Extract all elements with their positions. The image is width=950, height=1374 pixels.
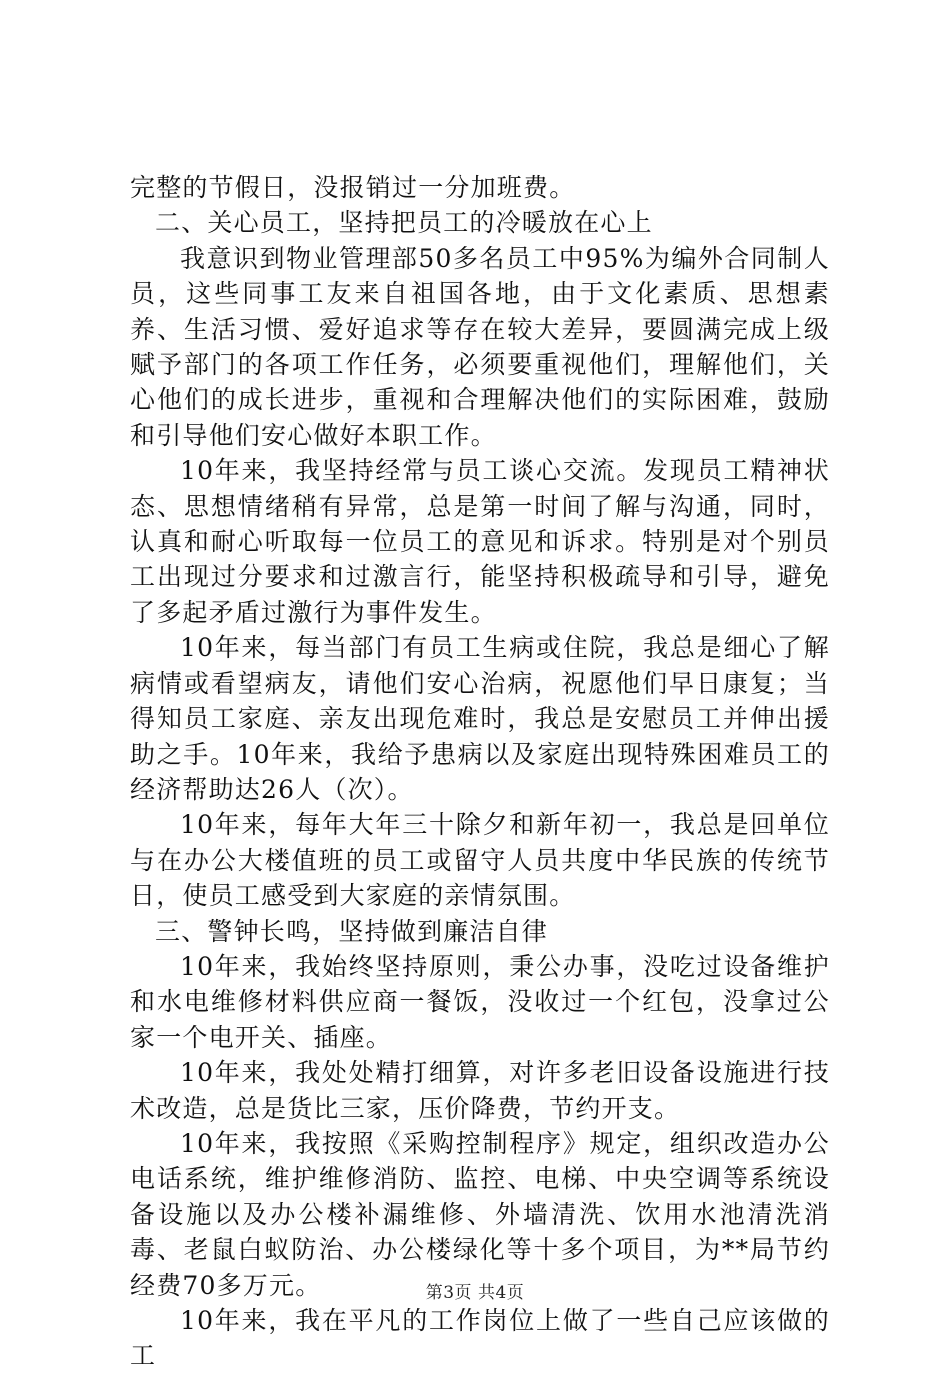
paragraph: 我意识到物业管理部50多名员工中95%为编外合同制人员，这些同事工友来自祖国各地，由于文化素质、思想素养、生活习惯、爱好追求等存在较大差异，要圆满完成上级赋予部门的各项工作任务，必须要重视他们，理解他们，关心他们的成长进步，重视和合理解决他们的实际困难，鼓励和引导他们安心做好本职工作。 xyxy=(130,243,830,450)
paragraph: 10年来，每年大年三十除夕和新年初一，我总是回单位与在办公大楼值班的员工或留守人员共度中华民族的传统节日，使员工感受到大家庭的亲情氛围。 xyxy=(130,810,830,911)
paragraph: 10年来，我按照《采购控制程序》规定，组织改造办公电话系统，维护维修消防、监控、电梯、中央空调等系统设备设施以及办公楼补漏维修、外墙清洗、饮用水池清洗消毒、老鼠白蚁防治、办公楼绿化等十多个项目，为**局节约经费70多万元。 xyxy=(130,1128,830,1300)
section-heading-3: 三、警钟长鸣，坚持做到廉洁自律 xyxy=(155,916,549,946)
paragraph: 10年来，我坚持经常与员工谈心交流。发现员工精神状态、思想情绪稍有异常，总是第一时间了解与沟通，同时，认真和耐心听取每一位员工的意见和诉求。特别是对个别员工出现过分要求和过激言行，能坚持积极疏导和引导，避免了多起矛盾过激行为事件发生。 xyxy=(130,456,830,627)
page-number-footer: 第3页 共4页 xyxy=(425,1283,525,1303)
paragraph: 10年来，每当部门有员工生病或住院，我总是细心了解病情或看望病友，请他们安心治病，祝愿他们早日康复；当得知员工家庭、亲友出现危难时，我总是安慰员工并伸出援助之手。10年来，我给予患病以及家庭出现特殊困难员工的经济帮助达26人（次）。 xyxy=(130,633,830,804)
document-body xyxy=(130,170,830,1374)
section-heading-2: 二、关心员工，坚持把员工的冷暖放在心上 xyxy=(155,208,653,238)
paragraph-continued: 10年来，我在平凡的工作岗位上做了一些自己应该做的工 xyxy=(130,1306,830,1371)
paragraph: 10年来，我处处精打细算，对许多老旧设备设施进行技术改造，总是货比三家，压价降费，节约开支。 xyxy=(130,1058,830,1123)
paragraph: 10年来，我始终坚持原则，秉公办事，没吃过设备维护和水电维修材料供应商一餐饭，没收过一个红包，没拿过公家一个电开关、插座。 xyxy=(130,951,830,1052)
paragraph-continuation: 完整的节假日，没报销过一分加班费。 xyxy=(130,173,576,202)
